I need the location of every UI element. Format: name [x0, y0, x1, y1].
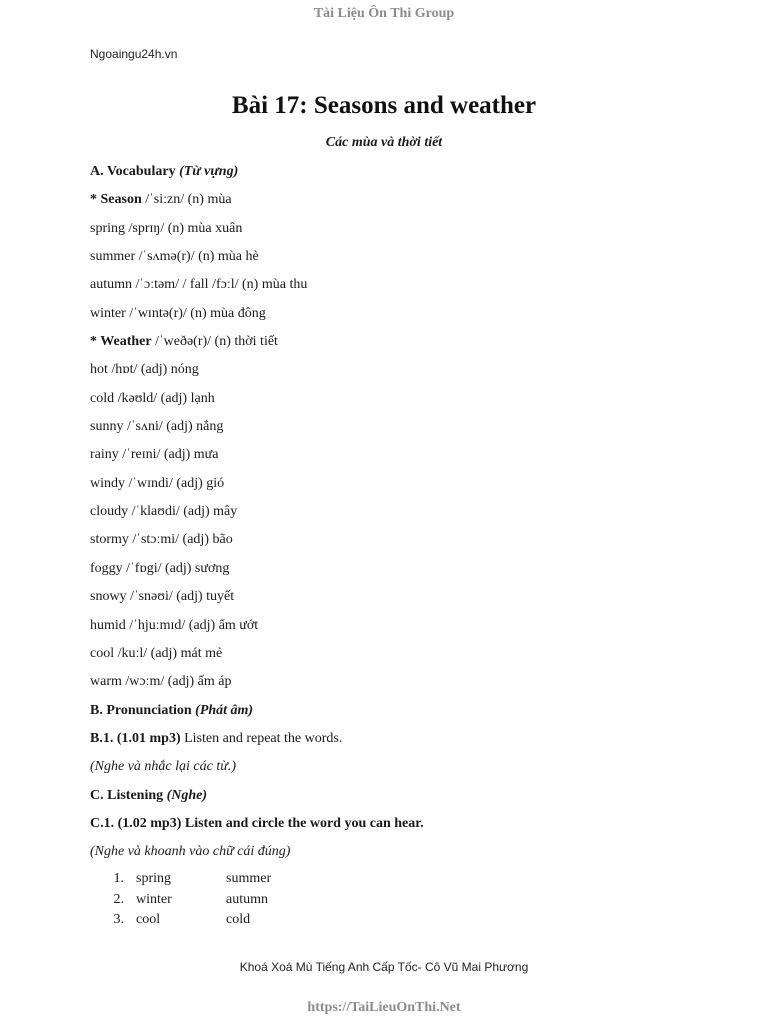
c1-instruction: C.1. (1.02 mp3) Listen and circle the word you can hear. [90, 815, 424, 831]
section-b-heading [90, 700, 690, 728]
vocab-item-cool: cool /kuːl/ (adj) mát mẻ [90, 645, 223, 661]
vocab-item-cloudy: cloudy /ˈklaʊdi/ (adj) mây [90, 504, 238, 520]
item-number: 1. [113, 871, 124, 886]
section-c-heading [90, 785, 690, 813]
section-a-title-vi: (Từ vựng) [179, 164, 239, 179]
choice-word-2: cold [226, 912, 251, 928]
section-c-title: C. Listening [90, 787, 164, 803]
weather-word: * Weather [90, 334, 152, 350]
section-a-heading [90, 161, 690, 189]
c1-instruction-vi: (Nghe và khoanh vào chữ cái đúng) [90, 844, 291, 860]
season-heading [90, 189, 690, 217]
footer-course-name: Khoá Xoá Mù Tiếng Anh Cấp Tốc- Cô Vũ Mai Phương [239, 960, 529, 974]
watermark-footer: https://TaiLieuOnThi.Net [307, 1000, 461, 1015]
weather-definition: /ˈweðə(r)/ (n) thời tiết [151, 334, 278, 350]
vocab-item-spring: spring /sprɪŋ/ (n) mùa xuân [90, 220, 243, 236]
choice-word-1: spring [136, 871, 171, 886]
section-c-title-vi: (Nghe) [166, 787, 208, 803]
vocab-item-autumn: autumn /ˈɔːtəm/ / fall /fɔːl/ (n) mùa thu [90, 277, 308, 293]
site-name: Ngoaingu24h.vn [90, 47, 178, 61]
b1-instruction-vi: (Nghe và nhắc lại các từ.) [90, 759, 237, 775]
b1-text: Listen and repeat the words. [180, 730, 343, 746]
vocab-item-stormy: stormy /ˈstɔːmi/ (adj) bão [90, 532, 233, 548]
vocab-item-rainy: rainy /ˈreɪni/ (adj) mưa [90, 447, 219, 463]
choice-word-1: cool [136, 912, 161, 928]
vocab-item-windy: windy /ˈwɪndi/ (adj) gió [90, 475, 225, 491]
vocab-item-foggy: foggy /ˈfɒgi/ (adj) sương [90, 560, 230, 576]
choice-word-2: summer [226, 871, 272, 886]
season-definition: /ˈsiːzn/ (n) mùa [141, 192, 232, 208]
vocab-item-winter: winter /ˈwɪntə(r)/ (n) mùa đông [90, 305, 266, 321]
b1-instruction [90, 728, 690, 756]
choice-word-1: winter [136, 891, 172, 907]
lesson-body [90, 161, 690, 870]
weather-heading [90, 331, 690, 359]
page-subtitle: Các mùa và thời tiết [325, 135, 443, 150]
vocab-item-hot: hot /hɒt/ (adj) nóng [90, 362, 199, 378]
vocab-item-humid: humid /ˈhjuːmɪd/ (adj) ẩm ướt [90, 617, 259, 633]
section-a-title: A. Vocabulary [90, 164, 176, 179]
vocab-item-summer: summer /ˈsʌmə(r)/ (n) mùa hè [90, 249, 259, 265]
vocab-item-snowy: snowy /ˈsnəʊi/ (adj) tuyết [90, 589, 235, 605]
choice-word-2: autumn [226, 891, 268, 907]
item-number: 3. [113, 912, 124, 928]
section-b-title: B. Pronunciation [90, 702, 192, 718]
vocab-item-cold: cold /kəʊld/ (adj) lạnh [90, 390, 215, 406]
page-title: Bài 17: Seasons and weather [231, 92, 537, 119]
watermark-header: Tài Liệu Ôn Thi Group [313, 6, 455, 21]
season-word: * Season [90, 192, 142, 208]
b1-label: B.1. (1.01 mp3) [90, 730, 181, 746]
vocab-item-warm: warm /wɔːm/ (adj) ấm áp [90, 674, 232, 690]
item-number: 2. [113, 891, 124, 907]
section-b-title-vi: (Phát âm) [195, 702, 254, 718]
vocab-item-sunny: sunny /ˈsʌni/ (adj) nắng [90, 419, 224, 435]
